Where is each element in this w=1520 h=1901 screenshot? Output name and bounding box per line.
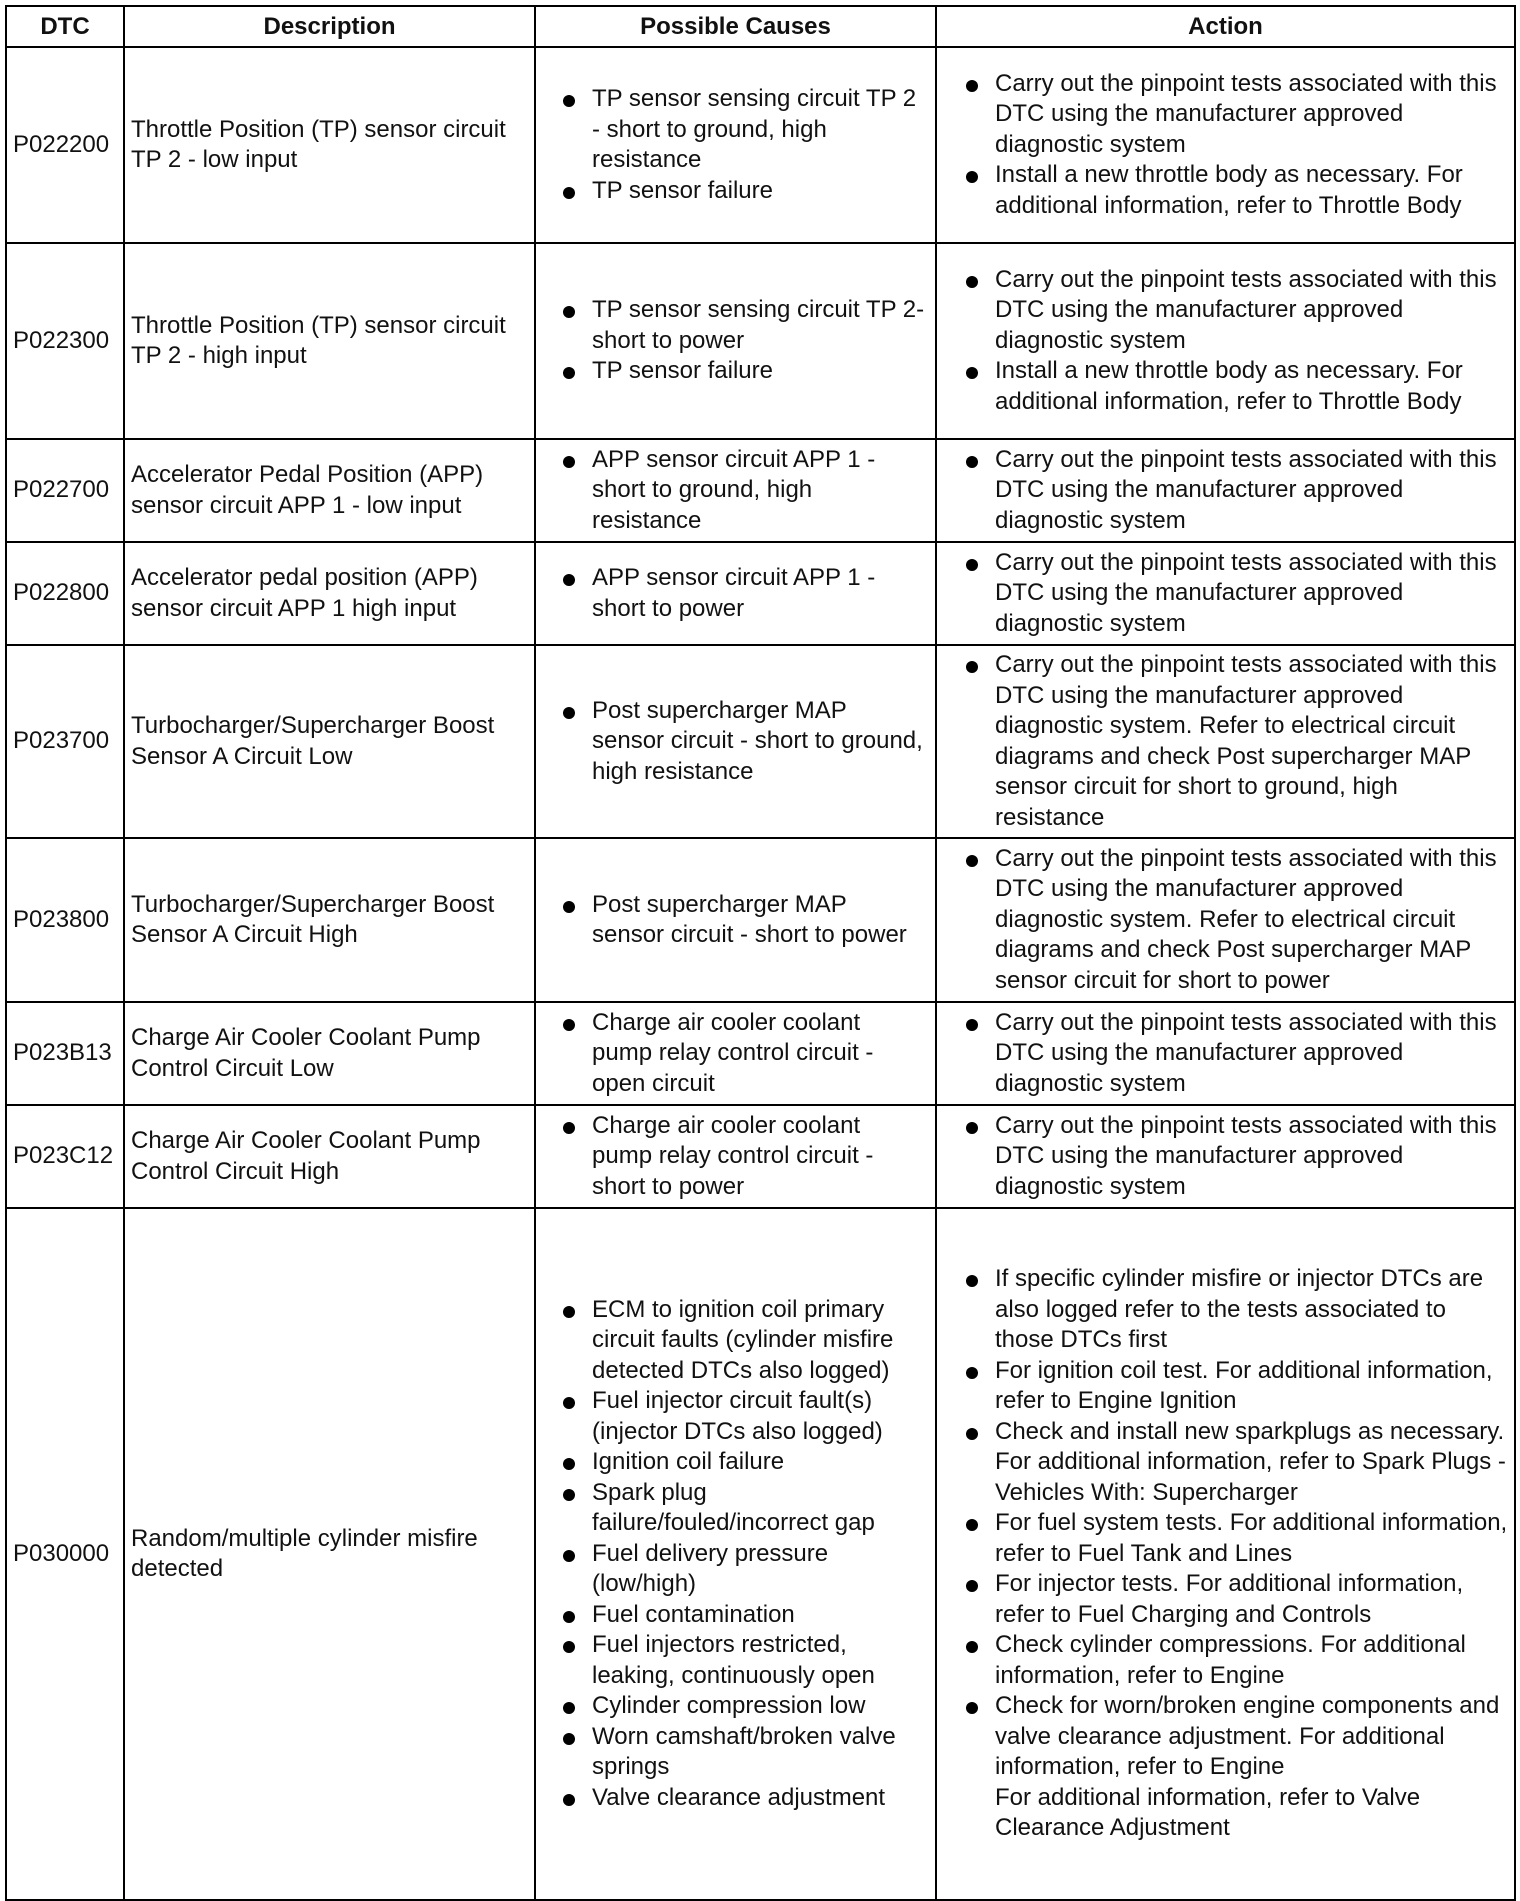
cause-item: TP sensor failure (542, 176, 929, 207)
action-item: Carry out the pinpoint tests associated with this DTC using the manufacturer approved diagnostic system (943, 445, 1508, 537)
dtc-code: P022300 (6, 243, 124, 439)
action-cell (936, 645, 1515, 838)
header-dtc: DTC (6, 6, 124, 47)
table-row (6, 838, 1515, 1002)
description-cell: Charge Air Cooler Coolant Pump Control Circuit High (124, 1105, 535, 1208)
action-item: Carry out the pinpoint tests associated with this DTC using the manufacturer approved diagnostic system (943, 548, 1508, 640)
header-action: Action (936, 6, 1515, 47)
cause-item: ECM to ignition coil primary circuit faults (cylinder misfire detected DTCs also logged) (542, 1295, 929, 1387)
action-item: Check cylinder compressions. For additional information, refer to Engine (943, 1630, 1508, 1691)
table-row (6, 1208, 1515, 1900)
action-cell (936, 243, 1515, 439)
dtc-code: P022800 (6, 542, 124, 645)
table-row (6, 645, 1515, 838)
cause-item: Fuel injectors restricted, leaking, continuously open (542, 1630, 929, 1691)
action-cell (936, 47, 1515, 243)
cause-item: TP sensor sensing circuit TP 2- short to power (542, 295, 929, 356)
header-possible-causes: Possible Causes (535, 6, 936, 47)
action-item: Carry out the pinpoint tests associated with this DTC using the manufacturer approved diagnostic system. Refer to electrical circuit diagrams and check Post supercharger MAP sensor circuit for short to power (943, 844, 1508, 997)
action-item: For injector tests. For additional information, refer to Fuel Charging and Controls (943, 1569, 1508, 1630)
table-row (6, 439, 1515, 542)
table-row (6, 1105, 1515, 1208)
cause-item: Ignition coil failure (542, 1447, 929, 1478)
dtc-code: P023800 (6, 838, 124, 1002)
causes-cell (535, 1208, 936, 1900)
cause-item: Fuel contamination (542, 1600, 929, 1631)
action-item-text: Check for worn/broken engine components and valve clearance adjustment. For additional information, refer to Engine (995, 1692, 1500, 1781)
description-cell: Turbocharger/Supercharger Boost Sensor A Circuit High (124, 838, 535, 1002)
dtc-code: P022700 (6, 439, 124, 542)
table-row (6, 47, 1515, 243)
cause-item: Spark plug failure/fouled/incorrect gap (542, 1478, 929, 1539)
cause-item: TP sensor sensing circuit TP 2 - short to ground, high resistance (542, 84, 929, 176)
cause-item: Cylinder compression low (542, 1691, 929, 1722)
action-item: If specific cylinder misfire or injector DTCs are also logged refer to the tests associated to those DTCs first (943, 1264, 1508, 1356)
dtc-table (5, 5, 1516, 1901)
cause-item: Charge air cooler coolant pump relay control circuit - short to power (542, 1111, 929, 1203)
causes-cell (535, 439, 936, 542)
action-item: Check and install new sparkplugs as necessary. For additional information, refer to Spark Plugs - Vehicles With: Supercharger (943, 1417, 1508, 1509)
description-cell: Throttle Position (TP) sensor circuit TP 2 - high input (124, 243, 535, 439)
dtc-code: P022200 (6, 47, 124, 243)
header-description: Description (124, 6, 535, 47)
causes-cell (535, 1002, 936, 1105)
causes-cell (535, 1105, 936, 1208)
cause-item: APP sensor circuit APP 1 - short to ground, high resistance (542, 445, 929, 537)
cause-item: TP sensor failure (542, 356, 929, 387)
description-cell: Charge Air Cooler Coolant Pump Control Circuit Low (124, 1002, 535, 1105)
action-cell (936, 838, 1515, 1002)
action-item: Carry out the pinpoint tests associated with this DTC using the manufacturer approved diagnostic system (943, 1111, 1508, 1203)
action-item: For ignition coil test. For additional information, refer to Engine Ignition (943, 1356, 1508, 1417)
action-cell (936, 542, 1515, 645)
dtc-code: P030000 (6, 1208, 124, 1900)
action-cell (936, 439, 1515, 542)
description-cell: Accelerator Pedal Position (APP) sensor circuit APP 1 - low input (124, 439, 535, 542)
causes-cell (535, 645, 936, 838)
action-item (943, 1691, 1508, 1844)
cause-item: Valve clearance adjustment (542, 1783, 929, 1814)
description-cell: Turbocharger/Supercharger Boost Sensor A Circuit Low (124, 645, 535, 838)
causes-cell (535, 542, 936, 645)
description-cell: Accelerator pedal position (APP) sensor circuit APP 1 high input (124, 542, 535, 645)
action-cell (936, 1208, 1515, 1900)
cause-item: Fuel injector circuit fault(s) (injector DTCs also logged) (542, 1386, 929, 1447)
causes-cell (535, 243, 936, 439)
action-item: Carry out the pinpoint tests associated with this DTC using the manufacturer approved diagnostic system (943, 69, 1508, 161)
cause-item: Charge air cooler coolant pump relay control circuit - open circuit (542, 1008, 929, 1100)
cause-item: Fuel delivery pressure (low/high) (542, 1539, 929, 1600)
cause-item: Post supercharger MAP sensor circuit - short to ground, high resistance (542, 696, 929, 788)
cause-item: Post supercharger MAP sensor circuit - short to power (542, 890, 929, 951)
action-continuation: For additional information, refer to Valve Clearance Adjustment (995, 1783, 1421, 1842)
action-item: Carry out the pinpoint tests associated with this DTC using the manufacturer approved diagnostic system (943, 1008, 1508, 1100)
dtc-code: P023B13 (6, 1002, 124, 1105)
action-item: Install a new throttle body as necessary. For additional information, refer to Throttle Body (943, 160, 1508, 221)
header-row (6, 6, 1515, 47)
dtc-code: P023C12 (6, 1105, 124, 1208)
description-cell: Random/multiple cylinder misfire detected (124, 1208, 535, 1900)
causes-cell (535, 838, 936, 1002)
table-row (6, 243, 1515, 439)
action-item: For fuel system tests. For additional information, refer to Fuel Tank and Lines (943, 1508, 1508, 1569)
causes-cell (535, 47, 936, 243)
action-cell (936, 1105, 1515, 1208)
action-item: Install a new throttle body as necessary. For additional information, refer to Throttle Body (943, 356, 1508, 417)
action-item: Carry out the pinpoint tests associated with this DTC using the manufacturer approved diagnostic system (943, 265, 1508, 357)
table-row (6, 542, 1515, 645)
dtc-code: P023700 (6, 645, 124, 838)
action-item: Carry out the pinpoint tests associated with this DTC using the manufacturer approved diagnostic system. Refer to electrical circuit diagrams and check Post supercharger MAP sensor circuit for short to ground, high resistance (943, 650, 1508, 833)
cause-item: Worn camshaft/broken valve springs (542, 1722, 929, 1783)
action-cell (936, 1002, 1515, 1105)
table-row (6, 1002, 1515, 1105)
cause-item: APP sensor circuit APP 1 - short to power (542, 563, 929, 624)
description-cell: Throttle Position (TP) sensor circuit TP 2 - low input (124, 47, 535, 243)
